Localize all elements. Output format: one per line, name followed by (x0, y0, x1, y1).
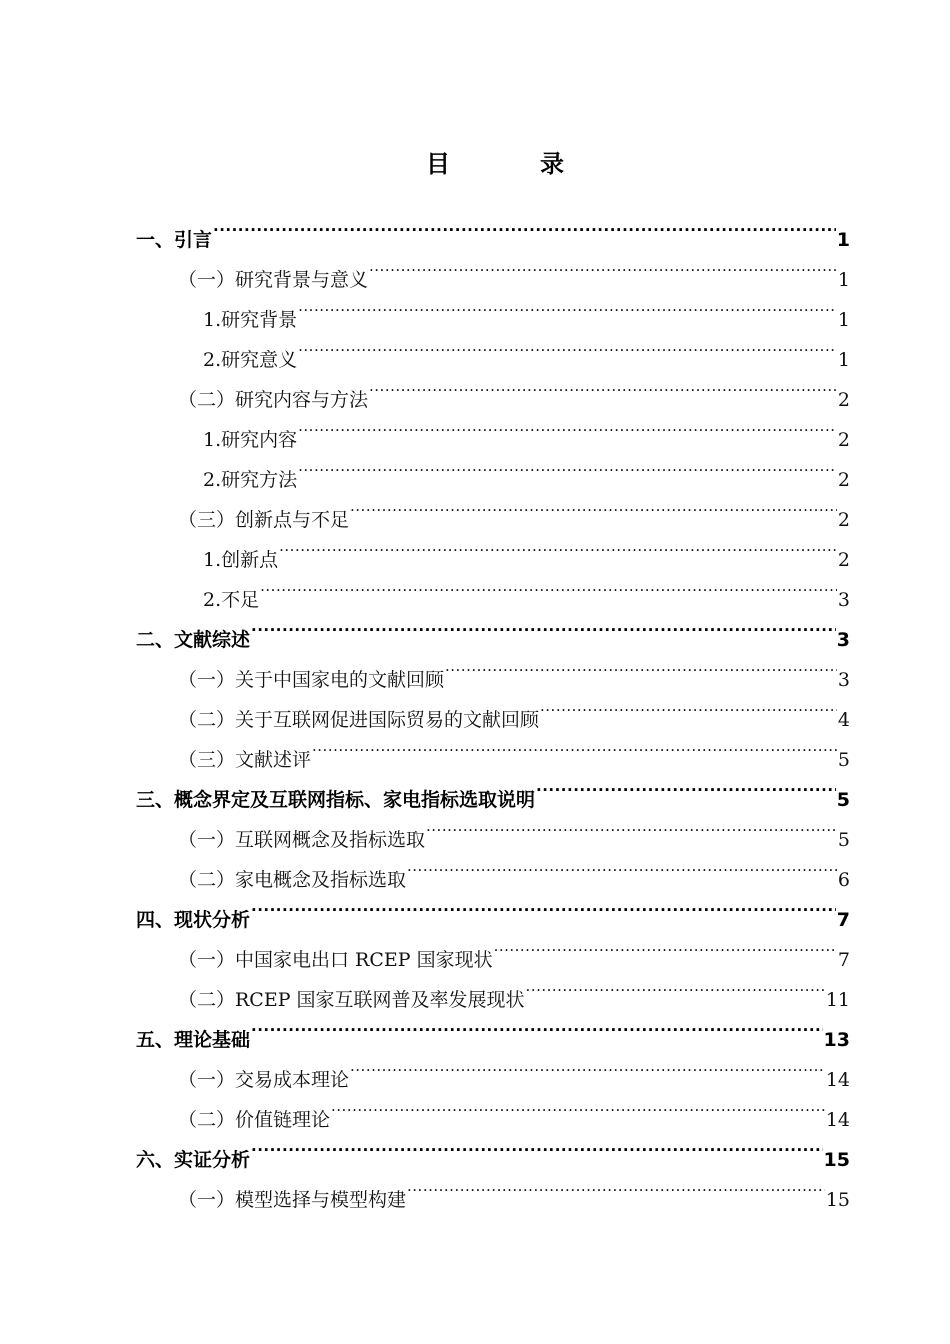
toc-entry[interactable] (0, 886, 950, 931)
toc-entry[interactable] (0, 486, 950, 531)
toc-dot-leader (445, 646, 837, 686)
toc-entry[interactable] (0, 1086, 950, 1131)
toc-entry-label: （一）互联网概念及指标选取 (178, 829, 426, 851)
toc-entry-label: （三）文献述评 (178, 749, 312, 771)
toc-entry[interactable] (0, 366, 950, 411)
toc-entry-label: （一）中国家电出口 RCEP 国家现状 (178, 949, 493, 971)
toc-dot-leader (540, 686, 837, 726)
toc-entry[interactable] (0, 566, 950, 611)
toc-entry-page-number: 1 (837, 269, 850, 291)
toc-entry-label: （三）创新点与不足 (178, 509, 350, 531)
toc-entry-page-number: 1 (837, 309, 850, 331)
toc-entry-label: （一）研究背景与意义 (178, 269, 369, 291)
toc-entry-page-number: 3 (836, 629, 850, 651)
toc-entry-label: 五、理论基础 (136, 1029, 251, 1051)
toc-dot-leader (279, 526, 837, 566)
toc-dot-leader (407, 1166, 825, 1206)
toc-entry[interactable] (0, 686, 950, 731)
toc-entry[interactable] (0, 446, 950, 491)
toc-dot-leader (536, 766, 836, 806)
toc-entry-page-number: 14 (825, 1069, 850, 1091)
toc-entry[interactable] (0, 1126, 950, 1171)
toc-entry-page-number: 1 (836, 229, 850, 251)
toc-entry[interactable] (0, 406, 950, 451)
toc-dot-leader (213, 206, 836, 246)
toc-dot-leader (312, 726, 837, 766)
toc-entry-page-number: 3 (837, 589, 850, 611)
toc-dot-leader (251, 886, 836, 926)
toc-entry-page-number: 13 (823, 1029, 850, 1051)
toc-entry-page-number: 2 (837, 469, 850, 491)
toc-entry[interactable] (0, 286, 950, 331)
title-char-2: 录 (540, 150, 564, 178)
toc-dot-leader (251, 1006, 823, 1046)
toc-entry-label: （一）关于中国家电的文献回顾 (178, 669, 445, 691)
toc-entry-page-number: 7 (837, 949, 850, 971)
toc-entry[interactable] (0, 326, 950, 371)
table-of-contents (0, 206, 950, 1211)
toc-dot-leader (251, 1126, 823, 1166)
toc-entry[interactable] (0, 526, 950, 571)
toc-entry-page-number: 5 (836, 789, 850, 811)
toc-entry-label: （二）研究内容与方法 (178, 389, 369, 411)
toc-entry[interactable] (0, 206, 950, 251)
toc-entry-label: （一）交易成本理论 (178, 1069, 350, 1091)
toc-dot-leader (298, 286, 837, 326)
toc-entry[interactable] (0, 726, 950, 771)
toc-entry[interactable] (0, 766, 950, 811)
toc-dot-leader (350, 486, 837, 526)
toc-entry[interactable] (0, 846, 950, 891)
toc-entry[interactable] (0, 606, 950, 651)
toc-entry-page-number: 2 (837, 429, 850, 451)
toc-entry-page-number: 6 (837, 869, 850, 891)
toc-entry-label: 四、现状分析 (136, 909, 251, 931)
toc-entry-label: 2.不足 (203, 589, 260, 611)
toc-entry-label: 二、文献综述 (136, 629, 251, 651)
toc-entry-page-number: 2 (837, 549, 850, 571)
toc-entry-label: 1.研究背景 (203, 309, 298, 331)
toc-entry-page-number: 2 (837, 389, 850, 411)
toc-dot-leader (526, 966, 825, 1006)
toc-entry-label: 1.创新点 (203, 549, 279, 571)
toc-dot-leader (298, 406, 837, 446)
toc-entry[interactable] (0, 1006, 950, 1051)
toc-entry-label: （二）关于互联网促进国际贸易的文献回顾 (178, 709, 540, 731)
title-char-1: 目 (426, 150, 450, 178)
toc-dot-leader (298, 446, 837, 486)
toc-entry-page-number: 5 (837, 829, 850, 851)
toc-dot-leader (251, 606, 836, 646)
toc-entry-label: （二）RCEP 国家互联网普及率发展现状 (178, 989, 525, 1011)
toc-dot-leader (298, 326, 837, 366)
toc-entry-page-number: 3 (837, 669, 850, 691)
toc-dot-leader (369, 366, 837, 406)
toc-entry-page-number: 14 (825, 1109, 850, 1131)
toc-dot-leader (407, 846, 837, 886)
toc-dot-leader (260, 566, 837, 606)
toc-entry-page-number: 15 (823, 1149, 850, 1171)
toc-entry-page-number: 11 (825, 989, 850, 1011)
toc-entry-label: 1.研究内容 (203, 429, 298, 451)
toc-dot-leader (369, 246, 837, 286)
toc-entry-label: 2.研究方法 (203, 469, 298, 491)
toc-entry-page-number: 2 (837, 509, 850, 531)
toc-entry-label: 2.研究意义 (203, 349, 298, 371)
toc-dot-leader (331, 1086, 825, 1126)
toc-entry-label: （二）家电概念及指标选取 (178, 869, 407, 891)
toc-dot-leader (426, 806, 837, 846)
toc-entry-page-number: 4 (837, 709, 850, 731)
toc-entry-label: 一、引言 (136, 229, 213, 251)
toc-dot-leader (350, 1046, 825, 1086)
toc-entry-label: （一）模型选择与模型构建 (178, 1189, 407, 1211)
toc-entry-label: 六、实证分析 (136, 1149, 251, 1171)
toc-entry-label: 三、概念界定及互联网指标、家电指标选取说明 (136, 789, 536, 811)
toc-entry-page-number: 7 (836, 909, 850, 931)
toc-entry-page-number: 1 (837, 349, 850, 371)
toc-dot-leader (494, 926, 837, 966)
page-title (0, 144, 950, 179)
toc-entry-label: （二）价值链理论 (178, 1109, 331, 1131)
toc-entry-page-number: 15 (825, 1189, 850, 1211)
toc-entry-page-number: 5 (837, 749, 850, 771)
